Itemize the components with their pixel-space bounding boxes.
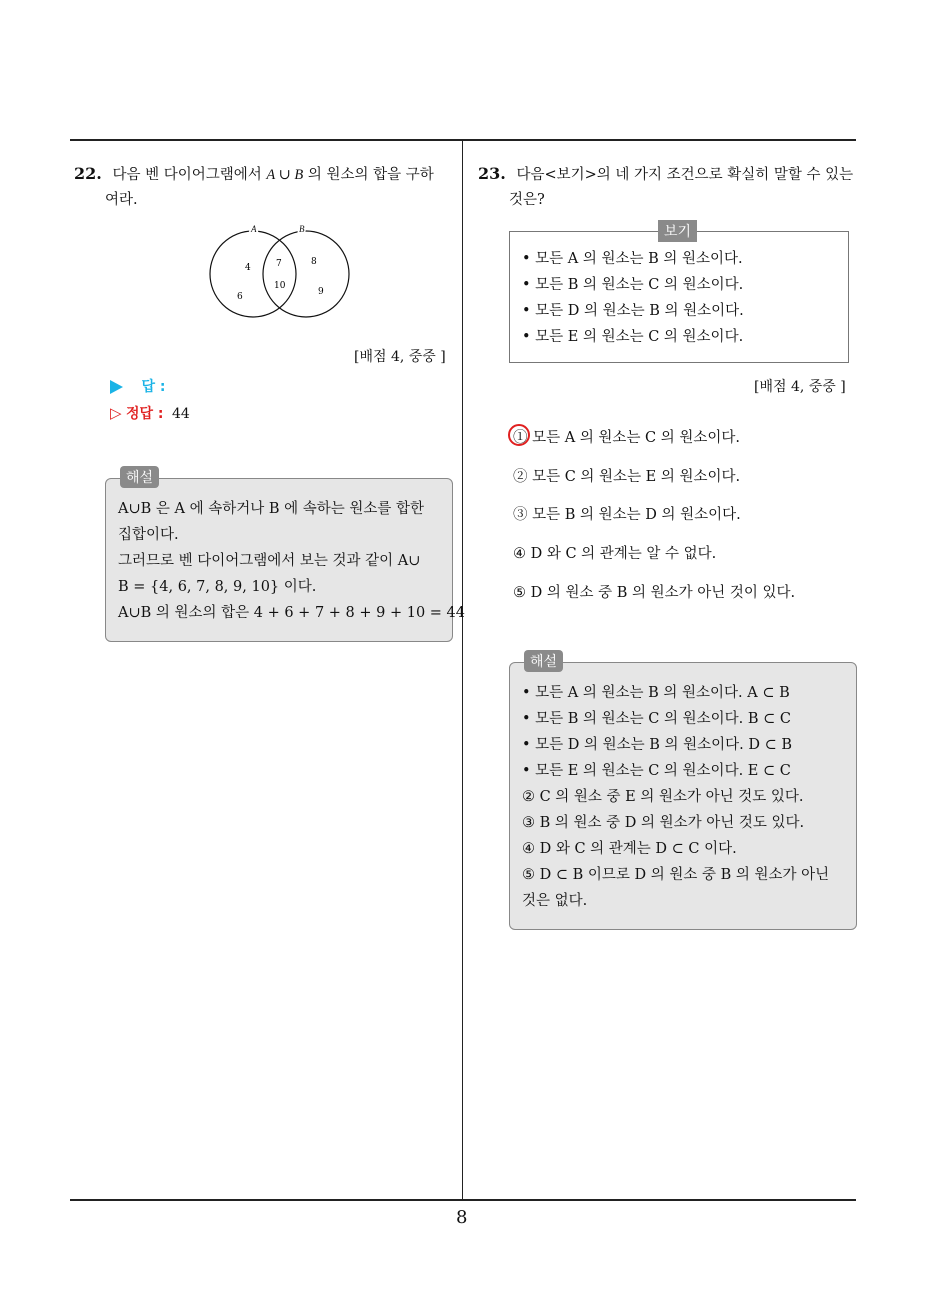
q22-correct-value: 44 bbox=[171, 406, 190, 422]
venn-both-2: 10 bbox=[274, 281, 286, 291]
venn-only-b-2: 9 bbox=[318, 287, 324, 297]
q23-heading bbox=[478, 161, 863, 188]
bogi-item-2: • 모든 B 의 원소는 C 의 원소이다. bbox=[522, 277, 744, 293]
q22-explanation-line-1: A∪B 은 A 에 속하거나 B 에 속하는 원소를 합한 bbox=[118, 501, 424, 517]
q22-answer-row bbox=[110, 376, 165, 396]
q22-text-b: 의 원소의 합을 구하 bbox=[307, 167, 434, 183]
triangle-outline-icon: ▷ bbox=[110, 404, 122, 422]
q23-explanation-line-1: • 모든 A 의 원소는 B 의 원소이다. A ⊂ B bbox=[522, 685, 790, 701]
q23-choice-2[interactable]: ② 모든 C 의 원소는 E 의 원소이다. bbox=[513, 469, 741, 485]
venn-label-b: B bbox=[299, 224, 305, 234]
q23-explanation-line-5: ② C 의 원소 중 E 의 원소가 아닌 것도 있다. bbox=[522, 789, 804, 805]
bogi-item-3: • 모든 D 의 원소는 B 의 원소이다. bbox=[522, 303, 744, 319]
column-divider bbox=[462, 139, 463, 1201]
q23-points: [배점 4, 중중 ] bbox=[754, 379, 846, 395]
q22-text-math: A ∪ B bbox=[266, 167, 304, 183]
venn-label-a: A bbox=[251, 224, 257, 234]
q23-explanation-line-9: 것은 없다. bbox=[522, 893, 588, 909]
top-rule bbox=[70, 139, 856, 141]
bogi-item-4: • 모든 E 의 원소는 C 의 원소이다. bbox=[522, 329, 744, 345]
q23-explanation-line-6: ③ B 의 원소 중 D 의 원소가 아닌 것도 있다. bbox=[522, 815, 805, 831]
q22-points: [배점 4, 중중 ] bbox=[354, 349, 446, 365]
q22-heading bbox=[74, 161, 459, 188]
page-number: 8 bbox=[456, 1207, 468, 1228]
venn-only-b-1: 8 bbox=[311, 257, 317, 267]
q23-explanation-line-2: • 모든 B 의 원소는 C 의 원소이다. B ⊂ C bbox=[522, 711, 791, 727]
venn-circle-b bbox=[263, 231, 349, 317]
q22-explanation-line-2: 집합이다. bbox=[118, 527, 179, 543]
venn-both-1: 7 bbox=[276, 259, 282, 269]
q22-text-line2: 여라. bbox=[105, 192, 138, 208]
q23-choice-1[interactable]: ① 모든 A 의 원소는 C 의 원소이다. bbox=[513, 430, 741, 446]
q23-text-line1: 다음<보기>의 네 가지 조건으로 확실히 말할 수 있는 bbox=[516, 167, 854, 183]
q23-explanation-line-4: • 모든 E 의 원소는 C 의 원소이다. E ⊂ C bbox=[522, 763, 791, 779]
venn-circle-a bbox=[210, 231, 296, 317]
play-arrow-icon bbox=[110, 380, 123, 394]
q22-answer-label: 답 : bbox=[141, 379, 166, 395]
bottom-rule bbox=[70, 1199, 856, 1201]
venn-diagram bbox=[205, 222, 365, 332]
q22-explanation-line-5: A∪B 의 원소의 합은 4 + 6 + 7 + 8 + 9 + 10 = 44 bbox=[118, 605, 465, 621]
q22-correct-row bbox=[110, 403, 190, 423]
q23-number: 23. bbox=[478, 164, 506, 183]
q23-choice-3[interactable]: ③ 모든 B 의 원소는 D 의 원소이다. bbox=[513, 507, 741, 523]
q23-explanation-line-7: ④ D 와 C 의 관계는 D ⊂ C 이다. bbox=[522, 841, 737, 857]
q23-explanation-line-3: • 모든 D 의 원소는 B 의 원소이다. D ⊂ B bbox=[522, 737, 793, 753]
q23-explanation-line-8: ⑤ D ⊂ B 이므로 D 의 원소 중 B 의 원소가 아닌 bbox=[522, 867, 830, 883]
venn-only-a-1: 4 bbox=[245, 263, 251, 273]
q22-text-a: 다음 벤 다이어그램에서 bbox=[112, 167, 262, 183]
q22-correct-label: 정답 : bbox=[126, 406, 164, 422]
venn-only-a-2: 6 bbox=[237, 292, 243, 302]
q22-explanation-line-4: B = {4, 6, 7, 8, 9, 10} 이다. bbox=[118, 579, 317, 595]
q22-number: 22. bbox=[74, 164, 102, 183]
bogi-tag: 보기 bbox=[658, 220, 697, 242]
q22-explanation-line-3: 그러므로 벤 다이어그램에서 보는 것과 같이 A∪ bbox=[118, 553, 421, 569]
q23-text-line2: 것은? bbox=[509, 192, 545, 208]
bogi-item-1: • 모든 A 의 원소는 B 의 원소이다. bbox=[522, 251, 743, 267]
q23-explanation-tag: 해설 bbox=[524, 650, 563, 672]
q23-choice-4[interactable]: ④ D 와 C 의 관계는 알 수 없다. bbox=[513, 546, 717, 562]
q22-explanation-tag: 해설 bbox=[120, 466, 159, 488]
q23-choice-5[interactable]: ⑤ D 의 원소 중 B 의 원소가 아닌 것이 있다. bbox=[513, 585, 796, 601]
